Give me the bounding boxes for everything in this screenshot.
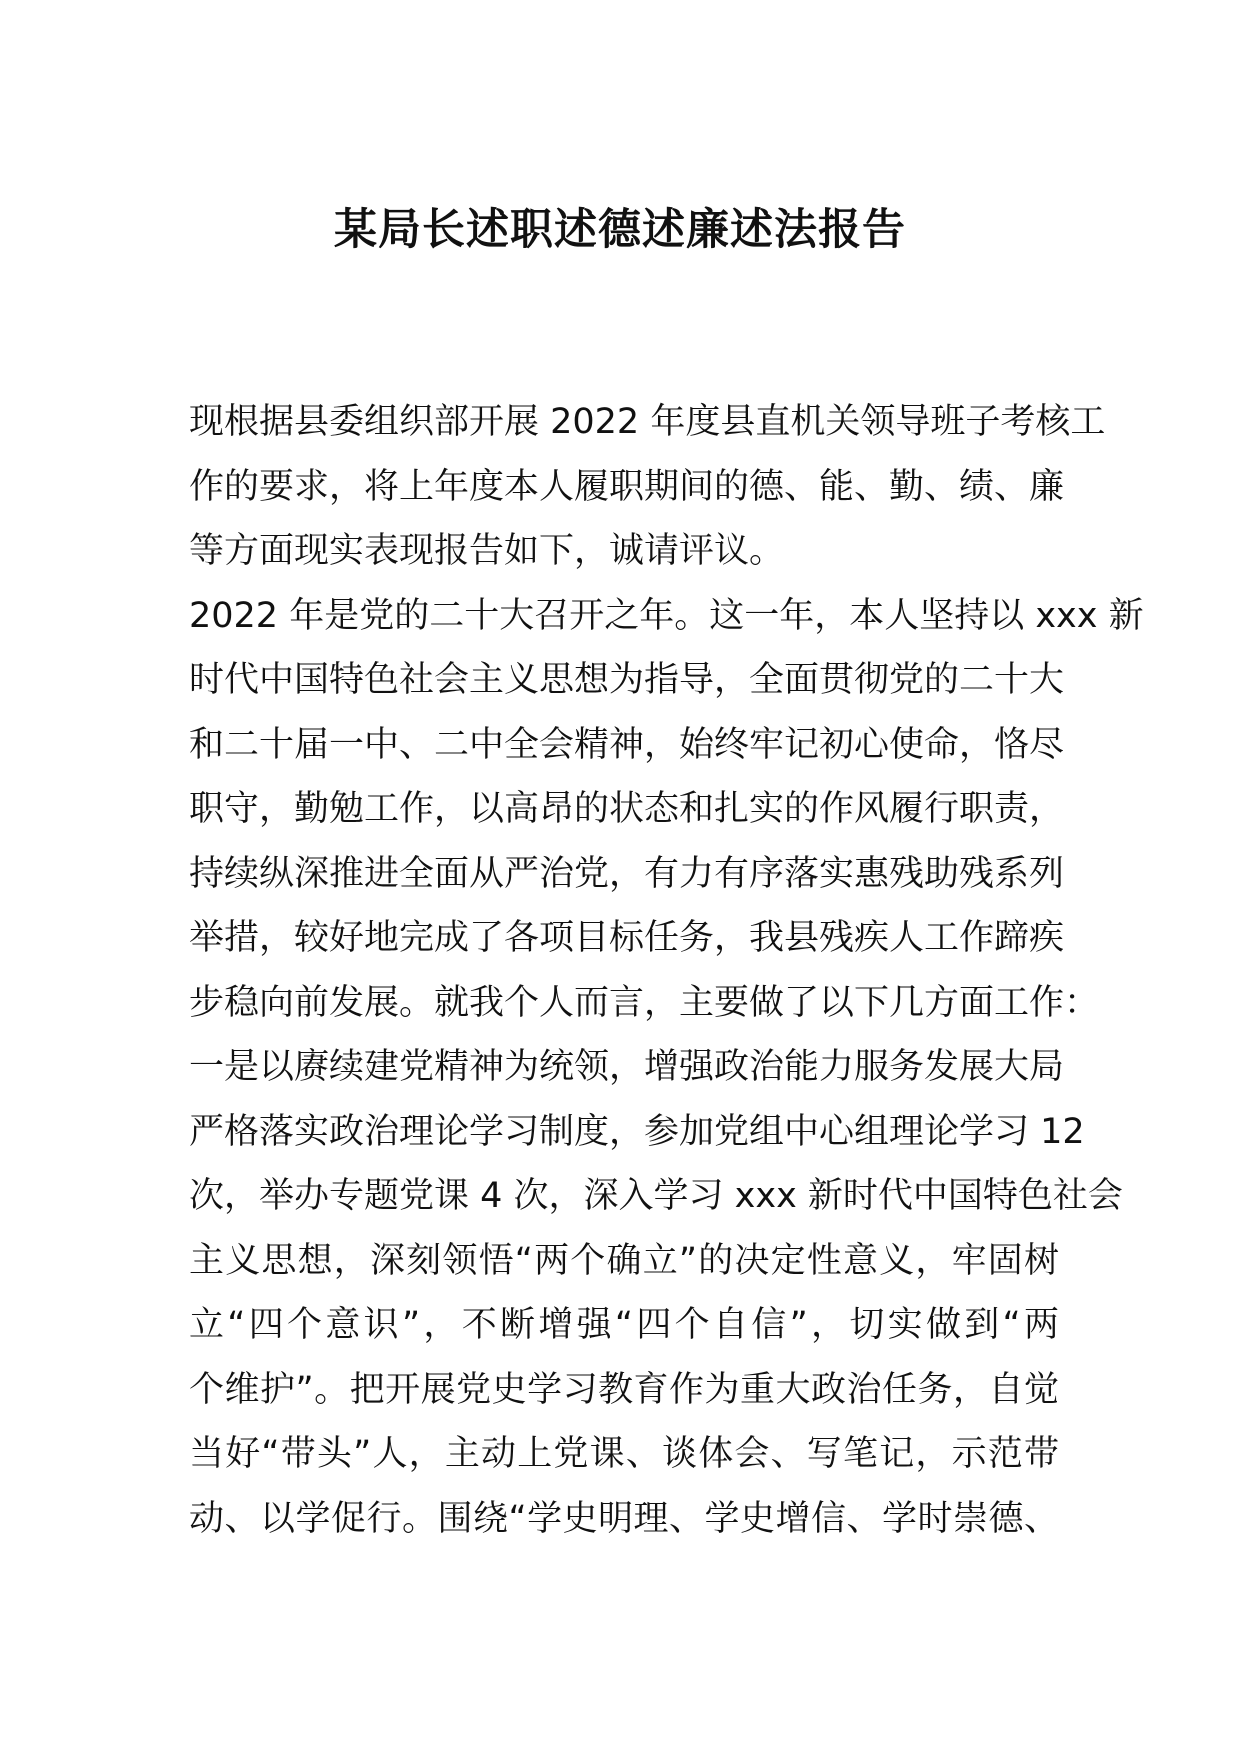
document-body: [189, 390, 1144, 1551]
body-line: 严格落实政治理论学习制度，参加党组中心组理论学习 12: [189, 1111, 1085, 1152]
body-line: 职守，勤勉工作，以高昂的状态和扎实的作风履行职责，: [189, 789, 1065, 829]
body-line: 当好“带头”人，主动上党课、谈体会、写笔记，示范带: [189, 1434, 1059, 1474]
body-line: 一是以赓续建党精神为统领，增强政治能力服务发展大局: [189, 1047, 1065, 1087]
body-line: 个维护”。把开展党史学习教育作为重大政治任务，自觉: [189, 1369, 1059, 1410]
body-line: 次，举办专题党课 4 次，深入学习 xxx 新时代中国特色社会: [189, 1176, 1123, 1216]
body-line: 现根据县委组织部开展 2022 年度县直机关领导班子考核工: [189, 402, 1106, 442]
body-line: 举措，较好地完成了各项目标任务，我县残疾人工作蹄疾: [189, 918, 1065, 958]
body-line: 和二十届一中、二中全会精神，始终牢记初心使命，恪尽: [189, 724, 1065, 765]
body-line: 步稳向前发展。就我个人而言，主要做了以下几方面工作：: [189, 982, 1100, 1023]
body-line: 持续纵深推进全面从严治党，有力有序落实惠残助残系列: [189, 853, 1065, 894]
body-line: 2022 年是党的二十大召开之年。这一年，本人坚持以 xxx 新: [189, 595, 1144, 636]
body-line: 立“四个意识”，不断增强“四个自信”，切实做到“两: [189, 1305, 1059, 1345]
body-line: 动、以学促行。围绕“学史明理、学史增信、学时崇德、: [189, 1498, 1059, 1539]
document-title: 某局长述职述德述廉述法报告: [334, 205, 906, 255]
body-line: 时代中国特色社会主义思想为指导，全面贯彻党的二十大: [189, 660, 1065, 700]
body-line: 等方面现实表现报告如下，诚请评议。: [189, 531, 785, 571]
body-line: 作的要求，将上年度本人履职期间的德、能、勤、绩、廉: [189, 466, 1065, 507]
body-line: 主义思想，深刻领悟“两个确立”的决定性意义，牢固树: [189, 1240, 1059, 1281]
